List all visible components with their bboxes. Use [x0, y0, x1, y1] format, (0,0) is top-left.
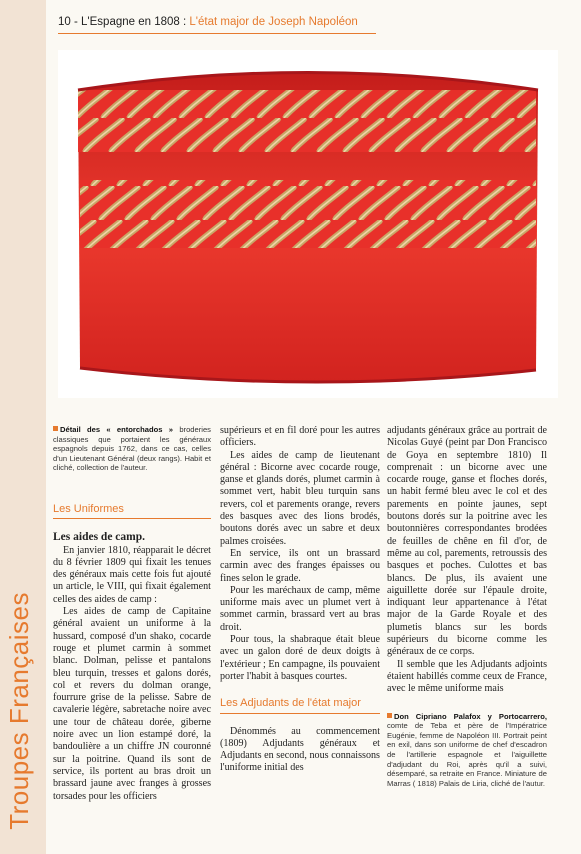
page-number: 10 [58, 16, 71, 28]
bullet-square-icon [53, 426, 58, 431]
paragraph: En janvier 1810, réapparait le décret du 8 février 1809 qui fixait les tenues des généraux mais cette fois fut ajouté un article, le VIII, qui fixait également celles des aides de camp : [53, 544, 211, 605]
column-1 [53, 425, 211, 803]
column-2 [220, 425, 380, 775]
paragraph: supérieurs et en fil doré pour les autres officiers. [220, 425, 380, 449]
sidebar [0, 0, 46, 854]
section-label: Troupes Françaises [4, 592, 34, 830]
bullet-square-icon [387, 713, 392, 718]
paragraph: Il semble que les Adjudants adjoints étaient habillés comme ceux de France, avec le même uniforme mais [387, 658, 547, 695]
caption-entorchados: Détail des « entorchados » broderies classiques que portaient les généraux espagnols depuis 1762, dans ce cas, celles d'un Lieutenant Général (deux rangs). Habit et cliché, collection de l'auteur. [53, 425, 211, 473]
paragraph: adjudants généraux grâce au portrait de Nicolas Guyé (peint par Don Francisco de Goya en septembre 1810) Il comprenait : un bicorne avec une cocarde rouge, ganse et floches dorés, un habit fermé bleu avec le col et des parements en pointe jaunes, sept boutons dorés sur la poitrine avec les boutonnières correspondantes brodées de feuilles de chêne en fil d'or, de même au col, parements, retroussis des basques et poches. Culottes et bas blancs. De plus, ils avaient une aiguillette dorée sur l'épaule droite, indiquant leur appartenance à l'état major de la Garde Royale et des plumetis blancs sur les bords supérieurs du bicorne comme les généraux de ce corps. [387, 425, 547, 658]
paragraph: Pour tous, la shabraque était bleue avec un galon doré de deux doigts à l'extérieur ; En campagne, ils pouvaient porter l'habit à basques courtes. [220, 634, 380, 682]
paragraph: Les aides de camp de Capitaine général avaient un uniforme à la hussard, composé d'un shako, cocarde rouge et plumet carmin à sommet blanc. Dolman, pelisse et pantalons bleu turquin, tresses et galons dorés, col et revers du dolman orange, fourrure grise de la pelisse. Sabre de cavalerie légère, sabretache noire avec une tour de château dorée, giberne noire avec un lion estampé doré, la bandoulière a un chiffre JN couronné sur la poitrine. Quand ils sont de service, ils portent au bras droit un brassard jaune avec franges à grosses torsades pour les officiers [53, 606, 211, 802]
photo-embroidered-hat [58, 50, 558, 398]
header-title: L'Espagne en 1808 : [81, 16, 187, 28]
paragraph: En service, ils ont un brassard carmin avec des franges épaisses ou fines selon le grade. [220, 547, 380, 584]
paragraph: Pour les maréchaux de camp, même uniforme mais avec un plumet vert à sommet carmin, brassard vert au bras droit. [220, 584, 380, 633]
section-title-adjudants: Les Adjudants de l'état major [220, 697, 380, 713]
section-title-uniformes: Les Uniformes [53, 503, 211, 519]
running-header: 10 - L'Espagne en 1808 : L'état major de Joseph Napoléon [58, 14, 376, 34]
hat-illustration [58, 50, 558, 398]
subhead-aides-de-camp: Les aides de camp. [53, 531, 145, 544]
header-subtitle: L'état major de Joseph Napoléon [189, 16, 358, 28]
paragraph: Dénommés au commencement (1809) Adjudants généraux et Adjudants en second, nous connaissons l'uniforme initial des [220, 725, 380, 774]
paragraph: Les aides de camp de lieutenant général : Bicorne avec cocarde rouge, ganse et glands dorés, plumet carmin à sommet vert, habit bleu turquin sans revers, col et parements orange, revers des basques avec des lions brodés, boutons dorés avec un sabre et deux palmes croisées. [220, 449, 380, 547]
caption-palafox: Don Cipriano Palafox y Portocarrero, comte de Teba et père de l'Impératrice Eugénie, femme de Napoléon III. Portrait peint en exil, dans son uniforme de chef d'escadron de l'artillerie espagnole et l'aiguillette d'adjudant du Roi, après qu'il a suivi, désemparé, sa retraite en France. Miniature de Marras ( 1818) Palais de Liria, cliché de l'autur. [387, 711, 547, 788]
column-3 [387, 425, 547, 788]
